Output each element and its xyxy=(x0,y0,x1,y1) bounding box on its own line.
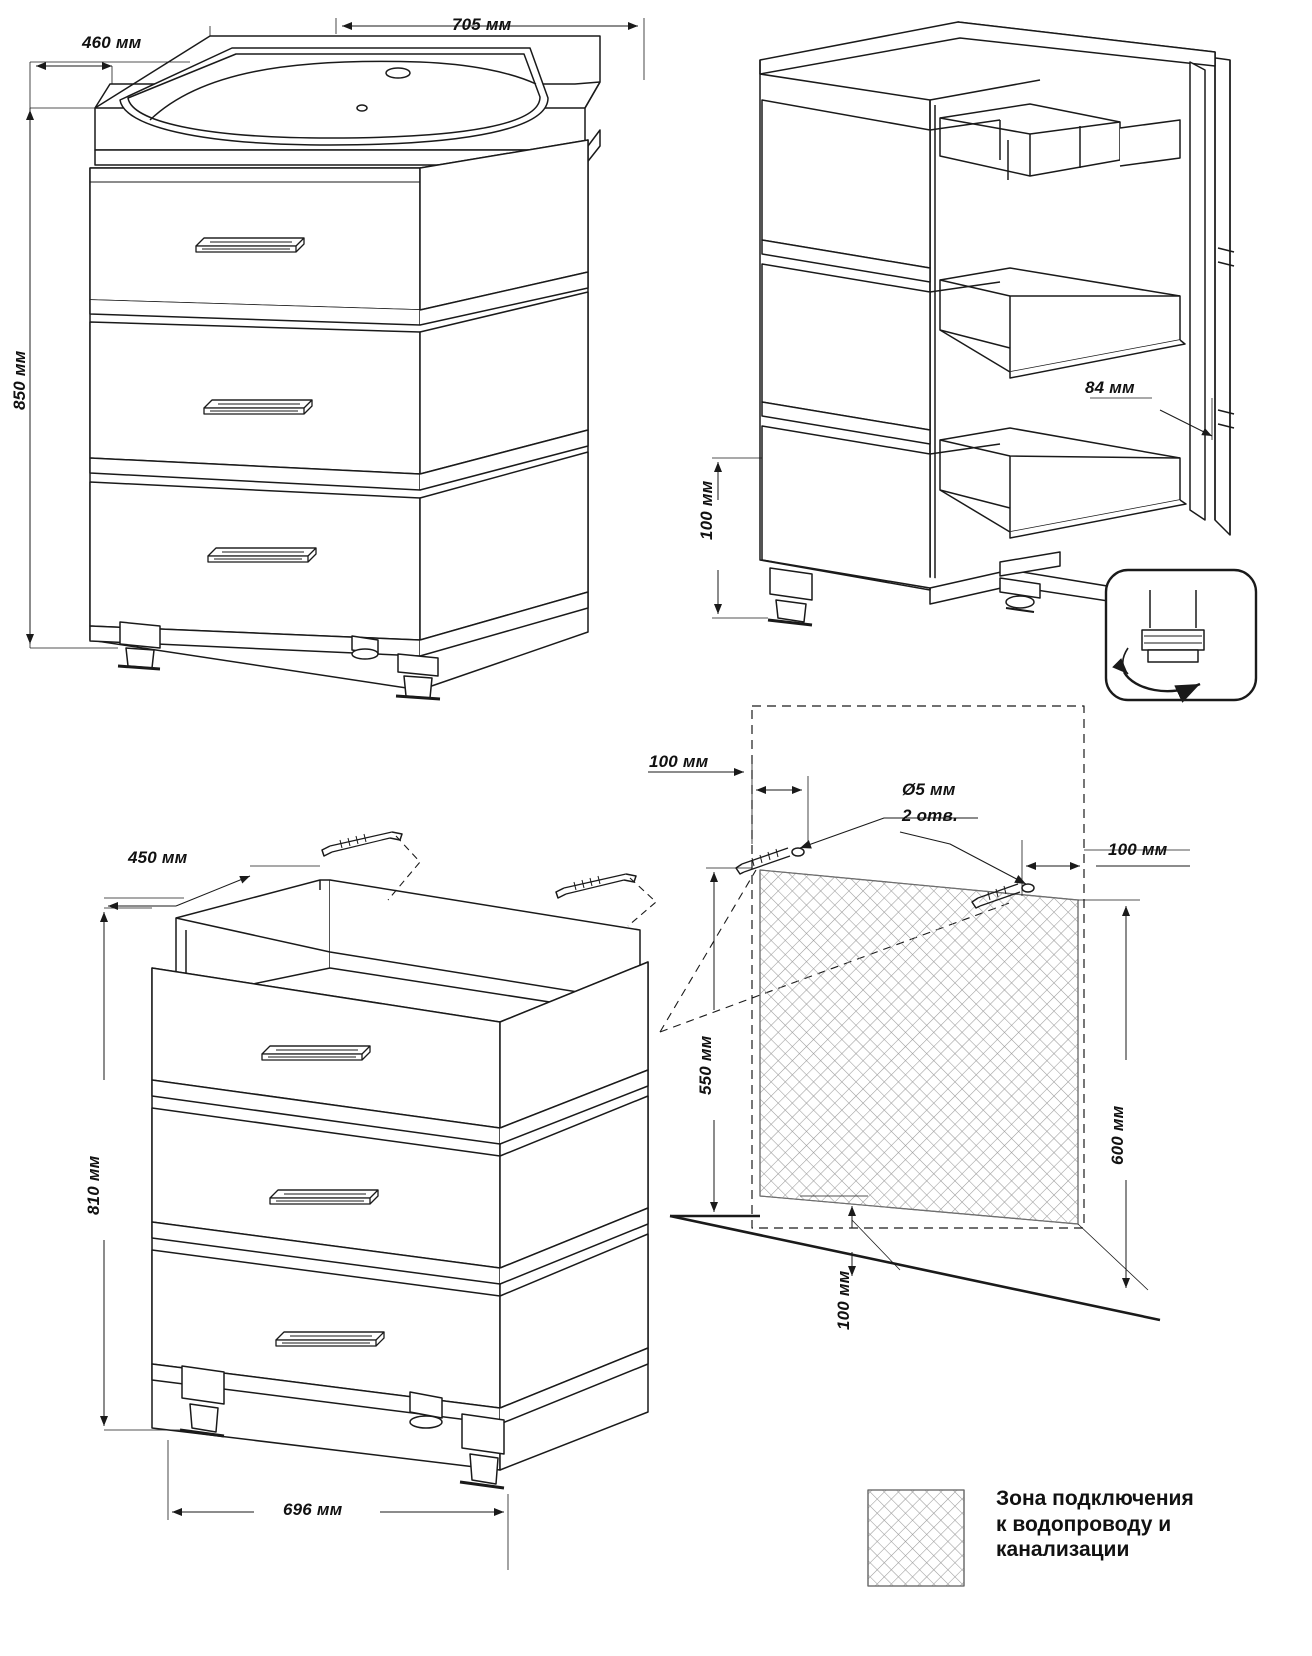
legend-label-connection-zone: Зона подключения к водопроводу и канализации xyxy=(996,1487,1194,1562)
view-front-assembled xyxy=(30,18,644,699)
dim-label-height-850: 850 мм xyxy=(10,350,29,410)
view-rear-open xyxy=(712,22,1234,625)
dim-label-wall-right-100: 100 мм xyxy=(1108,840,1168,859)
dim-label-floor-100: 100 мм xyxy=(834,1270,853,1330)
dim-label-zone-600: 600 мм xyxy=(1108,1105,1127,1165)
callout-hole-diameter: Ø5 мм xyxy=(902,780,956,799)
dim-label-depth-450: 450 мм xyxy=(128,848,188,867)
dim-label-width-705: 705 мм xyxy=(452,15,512,34)
dim-label-leg-100: 100 мм xyxy=(697,480,716,540)
dim-label-gap-84: 84 мм xyxy=(1085,378,1135,397)
dim-label-wall-left-100: 100 мм xyxy=(649,752,709,771)
dim-label-depth-460: 460 мм xyxy=(82,33,142,52)
dim-label-width-696: 696 мм xyxy=(283,1500,343,1519)
dim-label-height-810: 810 мм xyxy=(84,1155,103,1215)
view-leg-detail xyxy=(1106,570,1256,700)
callout-hole-count: 2 отв. xyxy=(902,806,958,825)
dim-label-wall-height-550: 550 мм xyxy=(696,1035,715,1095)
legend-hatch-swatch xyxy=(868,1490,964,1586)
